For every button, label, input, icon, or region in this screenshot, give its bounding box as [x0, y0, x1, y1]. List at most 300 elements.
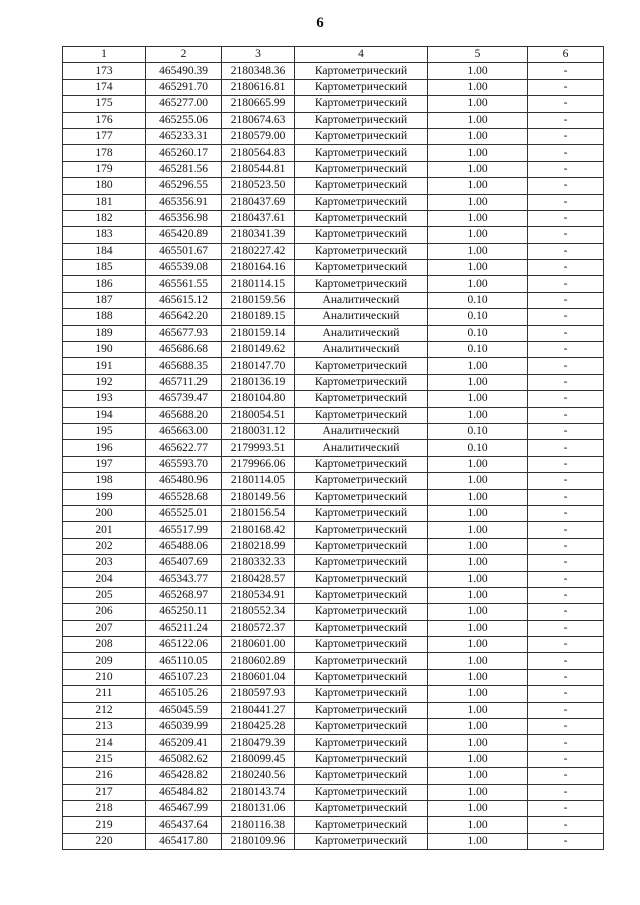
- point-number-cell: 218: [63, 800, 146, 816]
- accuracy-cell: 1.00: [428, 456, 528, 472]
- table-row: [63, 112, 604, 128]
- accuracy-cell: 1.00: [428, 620, 528, 636]
- method-cell: Картометрический: [295, 800, 428, 816]
- y-coordinate-cell: 2180168.42: [222, 522, 295, 538]
- y-coordinate-cell: 2180149.62: [222, 342, 295, 358]
- table-row: [63, 817, 604, 833]
- point-number-cell: 189: [63, 325, 146, 341]
- y-coordinate-cell: 2179993.51: [222, 440, 295, 456]
- accuracy-cell: 1.00: [428, 571, 528, 587]
- table-row: [63, 538, 604, 554]
- note-cell: -: [528, 210, 604, 226]
- x-coordinate-cell: 465277.00: [146, 96, 222, 112]
- y-coordinate-cell: 2180131.06: [222, 800, 295, 816]
- method-cell: Картометрический: [295, 587, 428, 603]
- accuracy-cell: 1.00: [428, 587, 528, 603]
- method-cell: Картометрический: [295, 128, 428, 144]
- point-number-cell: 174: [63, 79, 146, 95]
- method-cell: Картометрический: [295, 79, 428, 95]
- point-number-cell: 196: [63, 440, 146, 456]
- note-cell: -: [528, 719, 604, 735]
- table-row: [63, 260, 604, 276]
- note-cell: -: [528, 325, 604, 341]
- x-coordinate-cell: 465622.77: [146, 440, 222, 456]
- accuracy-cell: 1.00: [428, 276, 528, 292]
- table-row: [63, 719, 604, 735]
- method-cell: Аналитический: [295, 423, 428, 439]
- table-row: [63, 587, 604, 603]
- accuracy-cell: 1.00: [428, 210, 528, 226]
- accuracy-cell: 0.10: [428, 342, 528, 358]
- column-header-5: 5: [428, 47, 528, 63]
- table-row: [63, 440, 604, 456]
- note-cell: -: [528, 440, 604, 456]
- y-coordinate-cell: 2180601.04: [222, 669, 295, 685]
- table-row: [63, 178, 604, 194]
- table-row: [63, 800, 604, 816]
- accuracy-cell: 1.00: [428, 669, 528, 685]
- x-coordinate-cell: 465420.89: [146, 227, 222, 243]
- point-number-cell: 199: [63, 489, 146, 505]
- y-coordinate-cell: 2180579.00: [222, 128, 295, 144]
- y-coordinate-cell: 2180227.42: [222, 243, 295, 259]
- point-number-cell: 202: [63, 538, 146, 554]
- y-coordinate-cell: 2180136.19: [222, 374, 295, 390]
- point-number-cell: 193: [63, 391, 146, 407]
- x-coordinate-cell: 465343.77: [146, 571, 222, 587]
- note-cell: -: [528, 505, 604, 521]
- x-coordinate-cell: 465488.06: [146, 538, 222, 554]
- method-cell: Картометрический: [295, 210, 428, 226]
- y-coordinate-cell: 2180332.33: [222, 555, 295, 571]
- accuracy-cell: 1.00: [428, 227, 528, 243]
- note-cell: -: [528, 653, 604, 669]
- table-row: [63, 751, 604, 767]
- x-coordinate-cell: 465615.12: [146, 292, 222, 308]
- note-cell: -: [528, 456, 604, 472]
- point-number-cell: 195: [63, 423, 146, 439]
- accuracy-cell: 1.00: [428, 96, 528, 112]
- note-cell: -: [528, 637, 604, 653]
- note-cell: -: [528, 800, 604, 816]
- table-row: [63, 276, 604, 292]
- accuracy-cell: 0.10: [428, 292, 528, 308]
- note-cell: -: [528, 243, 604, 259]
- point-number-cell: 200: [63, 505, 146, 521]
- accuracy-cell: 1.00: [428, 407, 528, 423]
- method-cell: Аналитический: [295, 440, 428, 456]
- note-cell: -: [528, 374, 604, 390]
- table-row: [63, 210, 604, 226]
- note-cell: -: [528, 407, 604, 423]
- table-row: [63, 833, 604, 849]
- method-cell: Картометрический: [295, 522, 428, 538]
- column-header-6: 6: [528, 47, 604, 63]
- method-cell: Картометрический: [295, 260, 428, 276]
- method-cell: Картометрический: [295, 768, 428, 784]
- table-row: [63, 456, 604, 472]
- method-cell: Картометрический: [295, 751, 428, 767]
- note-cell: -: [528, 178, 604, 194]
- method-cell: Картометрический: [295, 178, 428, 194]
- point-number-cell: 220: [63, 833, 146, 849]
- table-row: [63, 768, 604, 784]
- y-coordinate-cell: 2180437.69: [222, 194, 295, 210]
- accuracy-cell: 1.00: [428, 161, 528, 177]
- x-coordinate-cell: 465233.31: [146, 128, 222, 144]
- x-coordinate-cell: 465490.39: [146, 63, 222, 79]
- x-coordinate-cell: 465428.82: [146, 768, 222, 784]
- y-coordinate-cell: 2180114.15: [222, 276, 295, 292]
- accuracy-cell: 1.00: [428, 653, 528, 669]
- note-cell: -: [528, 194, 604, 210]
- method-cell: Картометрический: [295, 702, 428, 718]
- point-number-cell: 214: [63, 735, 146, 751]
- point-number-cell: 177: [63, 128, 146, 144]
- point-number-cell: 192: [63, 374, 146, 390]
- accuracy-cell: 1.00: [428, 260, 528, 276]
- table-row: [63, 637, 604, 653]
- y-coordinate-cell: 2180341.39: [222, 227, 295, 243]
- accuracy-cell: 1.00: [428, 79, 528, 95]
- x-coordinate-cell: 465122.06: [146, 637, 222, 653]
- y-coordinate-cell: 2180616.81: [222, 79, 295, 95]
- point-number-cell: 206: [63, 604, 146, 620]
- y-coordinate-cell: 2180572.37: [222, 620, 295, 636]
- y-coordinate-cell: 2180437.61: [222, 210, 295, 226]
- x-coordinate-cell: 465480.96: [146, 473, 222, 489]
- x-coordinate-cell: 465107.23: [146, 669, 222, 685]
- point-number-cell: 190: [63, 342, 146, 358]
- y-coordinate-cell: 2180523.50: [222, 178, 295, 194]
- note-cell: -: [528, 473, 604, 489]
- accuracy-cell: 1.00: [428, 473, 528, 489]
- y-coordinate-cell: 2180479.39: [222, 735, 295, 751]
- method-cell: Картометрический: [295, 653, 428, 669]
- y-coordinate-cell: 2180428.57: [222, 571, 295, 587]
- y-coordinate-cell: 2180164.16: [222, 260, 295, 276]
- table-row: [63, 505, 604, 521]
- point-number-cell: 185: [63, 260, 146, 276]
- accuracy-cell: 1.00: [428, 800, 528, 816]
- method-cell: Картометрический: [295, 276, 428, 292]
- column-header-1: 1: [63, 47, 146, 63]
- x-coordinate-cell: 465642.20: [146, 309, 222, 325]
- point-number-cell: 208: [63, 637, 146, 653]
- coordinates-table: [62, 46, 604, 850]
- column-header-3: 3: [222, 47, 295, 63]
- x-coordinate-cell: 465268.97: [146, 587, 222, 603]
- x-coordinate-cell: 465250.11: [146, 604, 222, 620]
- point-number-cell: 211: [63, 686, 146, 702]
- accuracy-cell: 1.00: [428, 145, 528, 161]
- point-number-cell: 186: [63, 276, 146, 292]
- point-number-cell: 175: [63, 96, 146, 112]
- point-number-cell: 198: [63, 473, 146, 489]
- table-row: [63, 489, 604, 505]
- y-coordinate-cell: 2180665.99: [222, 96, 295, 112]
- y-coordinate-cell: 2180189.15: [222, 309, 295, 325]
- x-coordinate-cell: 465501.67: [146, 243, 222, 259]
- table-row: [63, 473, 604, 489]
- method-cell: Картометрический: [295, 227, 428, 243]
- point-number-cell: 173: [63, 63, 146, 79]
- accuracy-cell: 1.00: [428, 374, 528, 390]
- y-coordinate-cell: 2180602.89: [222, 653, 295, 669]
- point-number-cell: 179: [63, 161, 146, 177]
- method-cell: Картометрический: [295, 555, 428, 571]
- note-cell: -: [528, 817, 604, 833]
- x-coordinate-cell: 465437.64: [146, 817, 222, 833]
- y-coordinate-cell: 2180149.56: [222, 489, 295, 505]
- method-cell: Картометрический: [295, 735, 428, 751]
- x-coordinate-cell: 465561.55: [146, 276, 222, 292]
- point-number-cell: 184: [63, 243, 146, 259]
- method-cell: Картометрический: [295, 817, 428, 833]
- x-coordinate-cell: 465356.91: [146, 194, 222, 210]
- x-coordinate-cell: 465711.29: [146, 374, 222, 390]
- note-cell: -: [528, 96, 604, 112]
- table-row: [63, 669, 604, 685]
- y-coordinate-cell: 2180147.70: [222, 358, 295, 374]
- point-number-cell: 187: [63, 292, 146, 308]
- table-row: [63, 735, 604, 751]
- point-number-cell: 176: [63, 112, 146, 128]
- y-coordinate-cell: 2180552.34: [222, 604, 295, 620]
- x-coordinate-cell: 465593.70: [146, 456, 222, 472]
- note-cell: -: [528, 620, 604, 636]
- point-number-cell: 181: [63, 194, 146, 210]
- table-row: [63, 555, 604, 571]
- method-cell: Картометрический: [295, 538, 428, 554]
- accuracy-cell: 1.00: [428, 128, 528, 144]
- table-row: [63, 194, 604, 210]
- x-coordinate-cell: 465517.99: [146, 522, 222, 538]
- method-cell: Аналитический: [295, 325, 428, 341]
- method-cell: Аналитический: [295, 292, 428, 308]
- point-number-cell: 183: [63, 227, 146, 243]
- point-number-cell: 207: [63, 620, 146, 636]
- x-coordinate-cell: 465525.01: [146, 505, 222, 521]
- x-coordinate-cell: 465291.70: [146, 79, 222, 95]
- table-row: [63, 128, 604, 144]
- note-cell: -: [528, 63, 604, 79]
- accuracy-cell: 0.10: [428, 309, 528, 325]
- x-coordinate-cell: 465110.05: [146, 653, 222, 669]
- y-coordinate-cell: 2180218.99: [222, 538, 295, 554]
- point-number-cell: 217: [63, 784, 146, 800]
- y-coordinate-cell: 2180114.05: [222, 473, 295, 489]
- table-row: [63, 358, 604, 374]
- y-coordinate-cell: 2180240.56: [222, 768, 295, 784]
- x-coordinate-cell: 465528.68: [146, 489, 222, 505]
- y-coordinate-cell: 2180099.45: [222, 751, 295, 767]
- accuracy-cell: 1.00: [428, 637, 528, 653]
- note-cell: -: [528, 702, 604, 718]
- x-coordinate-cell: 465082.62: [146, 751, 222, 767]
- accuracy-cell: 1.00: [428, 178, 528, 194]
- accuracy-cell: 1.00: [428, 784, 528, 800]
- point-number-cell: 182: [63, 210, 146, 226]
- method-cell: Картометрический: [295, 604, 428, 620]
- method-cell: Картометрический: [295, 96, 428, 112]
- x-coordinate-cell: 465045.59: [146, 702, 222, 718]
- note-cell: -: [528, 292, 604, 308]
- x-coordinate-cell: 465663.00: [146, 423, 222, 439]
- method-cell: Картометрический: [295, 620, 428, 636]
- x-coordinate-cell: 465039.99: [146, 719, 222, 735]
- x-coordinate-cell: 465407.69: [146, 555, 222, 571]
- note-cell: -: [528, 358, 604, 374]
- accuracy-cell: 1.00: [428, 735, 528, 751]
- accuracy-cell: 1.00: [428, 751, 528, 767]
- method-cell: Картометрический: [295, 63, 428, 79]
- point-number-cell: 203: [63, 555, 146, 571]
- note-cell: -: [528, 735, 604, 751]
- note-cell: -: [528, 784, 604, 800]
- accuracy-cell: 1.00: [428, 358, 528, 374]
- y-coordinate-cell: 2180674.63: [222, 112, 295, 128]
- y-coordinate-cell: 2180544.81: [222, 161, 295, 177]
- point-number-cell: 194: [63, 407, 146, 423]
- accuracy-cell: 1.00: [428, 604, 528, 620]
- table-row: [63, 620, 604, 636]
- accuracy-cell: 1.00: [428, 489, 528, 505]
- accuracy-cell: 1.00: [428, 63, 528, 79]
- method-cell: Картометрический: [295, 407, 428, 423]
- x-coordinate-cell: 465209.41: [146, 735, 222, 751]
- table-row: [63, 522, 604, 538]
- note-cell: -: [528, 309, 604, 325]
- accuracy-cell: 0.10: [428, 423, 528, 439]
- point-number-cell: 191: [63, 358, 146, 374]
- y-coordinate-cell: 2180159.56: [222, 292, 295, 308]
- note-cell: -: [528, 571, 604, 587]
- point-number-cell: 215: [63, 751, 146, 767]
- method-cell: Картометрический: [295, 669, 428, 685]
- y-coordinate-cell: 2180564.83: [222, 145, 295, 161]
- table-row: [63, 407, 604, 423]
- accuracy-cell: 1.00: [428, 538, 528, 554]
- note-cell: -: [528, 112, 604, 128]
- y-coordinate-cell: 2180116.38: [222, 817, 295, 833]
- method-cell: Картометрический: [295, 358, 428, 374]
- y-coordinate-cell: 2180031.12: [222, 423, 295, 439]
- accuracy-cell: 1.00: [428, 702, 528, 718]
- accuracy-cell: 1.00: [428, 686, 528, 702]
- point-number-cell: 209: [63, 653, 146, 669]
- table-row: [63, 702, 604, 718]
- x-coordinate-cell: 465417.80: [146, 833, 222, 849]
- point-number-cell: 219: [63, 817, 146, 833]
- method-cell: Картометрический: [295, 473, 428, 489]
- note-cell: -: [528, 604, 604, 620]
- note-cell: -: [528, 751, 604, 767]
- table-row: [63, 309, 604, 325]
- x-coordinate-cell: 465105.26: [146, 686, 222, 702]
- method-cell: Картометрический: [295, 833, 428, 849]
- accuracy-cell: 1.00: [428, 505, 528, 521]
- y-coordinate-cell: 2180534.91: [222, 587, 295, 603]
- method-cell: Картометрический: [295, 391, 428, 407]
- table-row: [63, 292, 604, 308]
- method-cell: Картометрический: [295, 571, 428, 587]
- table-row: [63, 571, 604, 587]
- point-number-cell: 212: [63, 702, 146, 718]
- note-cell: -: [528, 260, 604, 276]
- point-number-cell: 213: [63, 719, 146, 735]
- point-number-cell: 178: [63, 145, 146, 161]
- x-coordinate-cell: 465211.24: [146, 620, 222, 636]
- method-cell: Картометрический: [295, 784, 428, 800]
- table-row: [63, 227, 604, 243]
- point-number-cell: 188: [63, 309, 146, 325]
- x-coordinate-cell: 465686.68: [146, 342, 222, 358]
- y-coordinate-cell: 2180348.36: [222, 63, 295, 79]
- accuracy-cell: 1.00: [428, 833, 528, 849]
- table-body: [63, 63, 604, 850]
- table-row: [63, 604, 604, 620]
- x-coordinate-cell: 465467.99: [146, 800, 222, 816]
- method-cell: Картометрический: [295, 374, 428, 390]
- method-cell: Картометрический: [295, 161, 428, 177]
- accuracy-cell: 1.00: [428, 768, 528, 784]
- note-cell: -: [528, 538, 604, 554]
- x-coordinate-cell: 465688.35: [146, 358, 222, 374]
- method-cell: Картометрический: [295, 637, 428, 653]
- method-cell: Картометрический: [295, 145, 428, 161]
- note-cell: -: [528, 79, 604, 95]
- y-coordinate-cell: 2180109.96: [222, 833, 295, 849]
- x-coordinate-cell: 465739.47: [146, 391, 222, 407]
- note-cell: -: [528, 555, 604, 571]
- table-row: [63, 161, 604, 177]
- point-number-cell: 216: [63, 768, 146, 784]
- note-cell: -: [528, 522, 604, 538]
- accuracy-cell: 1.00: [428, 719, 528, 735]
- accuracy-cell: 1.00: [428, 555, 528, 571]
- method-cell: Картометрический: [295, 194, 428, 210]
- table-row: [63, 79, 604, 95]
- table-row: [63, 96, 604, 112]
- accuracy-cell: 1.00: [428, 391, 528, 407]
- note-cell: -: [528, 276, 604, 292]
- y-coordinate-cell: 2180054.51: [222, 407, 295, 423]
- note-cell: -: [528, 423, 604, 439]
- y-coordinate-cell: 2180441.27: [222, 702, 295, 718]
- point-number-cell: 204: [63, 571, 146, 587]
- method-cell: Картометрический: [295, 489, 428, 505]
- table-header-row: [63, 47, 604, 63]
- y-coordinate-cell: 2180425.28: [222, 719, 295, 735]
- x-coordinate-cell: 465255.06: [146, 112, 222, 128]
- column-header-4: 4: [295, 47, 428, 63]
- x-coordinate-cell: 465296.55: [146, 178, 222, 194]
- note-cell: -: [528, 145, 604, 161]
- method-cell: Аналитический: [295, 342, 428, 358]
- method-cell: Картометрический: [295, 505, 428, 521]
- table-row: [63, 63, 604, 79]
- method-cell: Картометрический: [295, 243, 428, 259]
- note-cell: -: [528, 227, 604, 243]
- method-cell: Картометрический: [295, 686, 428, 702]
- note-cell: -: [528, 669, 604, 685]
- note-cell: -: [528, 128, 604, 144]
- x-coordinate-cell: 465688.20: [146, 407, 222, 423]
- table-row: [63, 374, 604, 390]
- point-number-cell: 205: [63, 587, 146, 603]
- accuracy-cell: 0.10: [428, 325, 528, 341]
